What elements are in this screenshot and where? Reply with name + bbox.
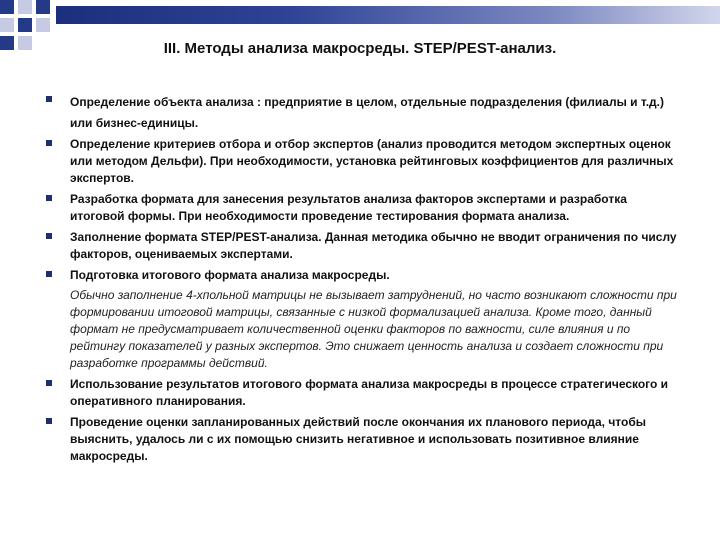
list-item-text: Подготовка итогового формата анализа макросреды.: [70, 268, 390, 282]
list-item-text: Заполнение формата STEP/PEST-анализа. Данная методика обычно не вводит ограничения по числу факторов, оцениваемых экспертами.: [70, 230, 677, 261]
slide-content: [38, 92, 678, 469]
italic-note: Обычно заполнение 4-хпольной матрицы не вызывает затруднений, но часто возникают сложности при формировании итоговой матрицы, связанные с низкой формализацией анализа. Кроме того, данный формат не предусматривает количественной оценки факторов по важности, силе влияния и по рейтингу показателей у разных экспертов. Это снижает ценность анализа и создает сложности при разработке программы действий.: [70, 288, 677, 370]
list-item-text: Использование результатов итогового формата анализа макросреды в процессе стратегического и оперативного планирования.: [70, 377, 669, 408]
list-item: [38, 267, 678, 284]
square-bullet-icon: [46, 380, 52, 386]
list-item-text: Проведение оценки запланированных действий после окончания их планового периода, чтобы выяснить, удалось ли с их помощью снизить негативное и использовать позитивное влияние макросреды.: [70, 415, 647, 463]
list-item-text: Определение объекта анализа : предприятие в целом, отдельные подразделения (филиалы и т.д.) или бизнес-единицы.: [70, 95, 664, 130]
square-bullet-icon: [46, 140, 52, 146]
bullet-list-continued: [38, 376, 678, 465]
square-bullet-icon: [46, 195, 52, 201]
list-item: [38, 136, 678, 187]
square-bullet-icon: [46, 233, 52, 239]
list-item-text: Разработка формата для занесения результатов анализа факторов экспертами и разработка итоговой формы. При необходимости проведение тестирования формата анализа.: [70, 192, 627, 223]
header-gradient-bar: [56, 6, 720, 24]
list-item: [38, 191, 678, 225]
list-item: [38, 92, 678, 134]
list-item-text: Определение критериев отбора и отбор экспертов (анализ проводится методом экспертных оценок или методом Дельфи). При необходимости, установка рейтинговых коэффициентов для различных экспертов.: [70, 137, 674, 185]
slide-title: III. Методы анализа макросреды. STEP/PEST-анализ.: [163, 40, 557, 57]
bullet-list: [38, 92, 678, 284]
square-bullet-icon: [46, 418, 52, 424]
square-bullet-icon: [46, 96, 52, 102]
square-bullet-icon: [46, 271, 52, 277]
list-item: [38, 414, 678, 465]
list-item: [38, 229, 678, 263]
list-item: [38, 376, 678, 410]
